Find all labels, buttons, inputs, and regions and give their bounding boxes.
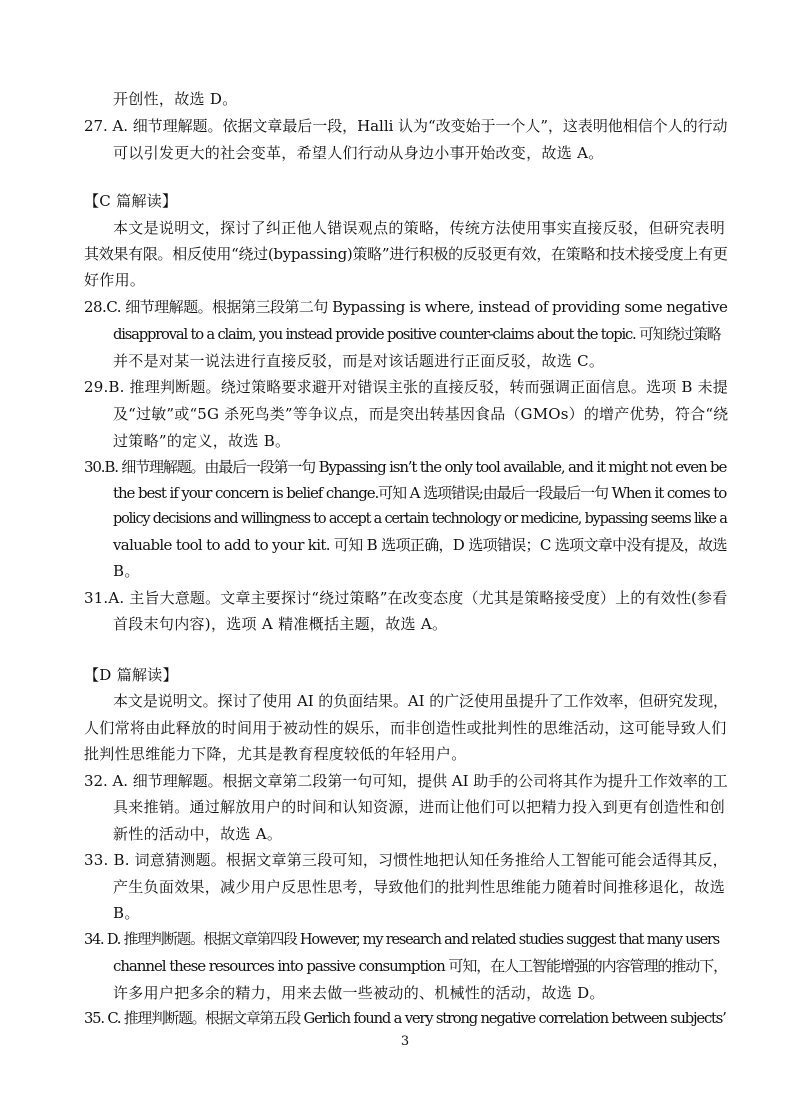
answer-35: 35. C. 推理判断题。根据文章第五段 Gerlich found a very strong negative correlation between subjects’ [84,1010,726,1027]
text-line: 并不是对某一说法进行直接反驳，而是对该话题进行正面反驳，故选 C。 [113,352,605,370]
text-line: 过策略”的定义，故选 B。 [113,432,291,450]
section-heading-c: 【C 篇解读】 [84,192,178,210]
text-line: the best if your concern is belief change.可知 A 选项错误;由最后一段最后一句 When it comes to [113,484,727,502]
text-line: 开创性，故选 D。 [113,90,238,108]
answer-33: 33. B. 词意猜测题。根据文章第三段可知，习惯性地把认知任务推给人工智能可能会适得其反， [84,851,728,869]
text-line: policy decisions and willingness to accept a certain technology or medicine, bypassing seems like a [113,511,727,527]
text-line: 批判性思维能力下降，尤其是教育程度较低的年轻用户。 [84,745,467,763]
text-line: 新性的活动中，故选 A。 [113,825,283,843]
answer-32: 32. A. 细节理解题。根据文章第二段第一句可知，提供 AI 助手的公司将其作为提升工作效率的工 [84,772,728,790]
text-line: 人们常将由此释放的时间用于被动性的娱乐，而非创造性或批判性的思维活动，这可能导致人们 [84,719,727,737]
text-line: B。 [113,904,140,922]
text-line: 产生负面效果，减少用户反思性思考，导致他们的批判性思维能力随着时间推移退化，故选 [113,878,726,896]
text-line: disapproval to a claim, you instead provide positive counter-claims about the topic. 可知绕过策略 [113,326,721,343]
text-line: 其效果有限。相反使用“绕过(bypassing)策略”进行积极的反驳更有效，在策略和技术接受度上有更 [84,245,728,263]
answer-27: 27. A. 细节理解题。依据文章最后一段，Halli 认为“改变始于一个人”，这表明他相信个人的行动 [84,117,728,135]
section-heading-d: 【D 篇解读】 [84,666,178,684]
text-line: 及“过敏”或“5G 杀死鸟类”等争议点，而是突出转基因食品（GMOs）的增产优势，符合“绕 [113,405,729,423]
text-line: 具来推销。通过解放用户的时间和认知资源，进而让他们可以把精力投入到更有创造性和创 [113,798,726,816]
text-line: 本文是说明文，探讨了纠正他人错误观点的策略，传统方法使用事实直接反驳，但研究表明 [113,219,726,237]
text-line: 可以引发更大的社会变革，希望人们行动从身边小事开始改变，故选 A。 [113,144,604,162]
answer-29: 29.B. 推理判断题。绕过策略要求避开对错误主张的直接反驳，转而强调正面信息。选项 B 未提 [84,378,728,396]
text-line: 许多用户把多余的精力，用来去做一些被动的、机械性的活动，故选 D。 [113,984,605,1002]
text-line: 首段末句内容)，选项 A 精准概括主题，故选 A。 [113,615,448,633]
answer-34: 34. D. 推理判断题。根据文章第四段 However, my research and related studies suggest that many users [84,932,719,948]
text-line: 本文是说明文。探讨了使用 AI 的负面结果。AI 的广泛使用虽提升了工作效率，但研究发现， [113,692,728,710]
text-line: channel these resources into passive consumption 可知，在人工智能增强的内容管理的推动下， [113,957,728,975]
page-number: 3 [400,1034,410,1049]
text-line: B。 [113,562,140,580]
answer-30: 30.B. 细节理解题。由最后一段第一句 Bypassing isn’t the only tool available, and it might not even be [84,458,727,476]
text-line: valuable tool to add to your kit. 可知 B 选项正确，D 选项错误；C 选项文章中没有提及，故选 [113,536,727,554]
answer-28: 28.C. 细节理解题。根据第三段第二句 Bypassing is where, instead of providing some negative [84,298,728,316]
text-line: 好作用。 [84,271,146,289]
answer-31: 31.A. 主旨大意题。文章主要探讨“绕过策略”在改变态度（尤其是策略接受度）上的有效性(参看 [84,589,728,607]
